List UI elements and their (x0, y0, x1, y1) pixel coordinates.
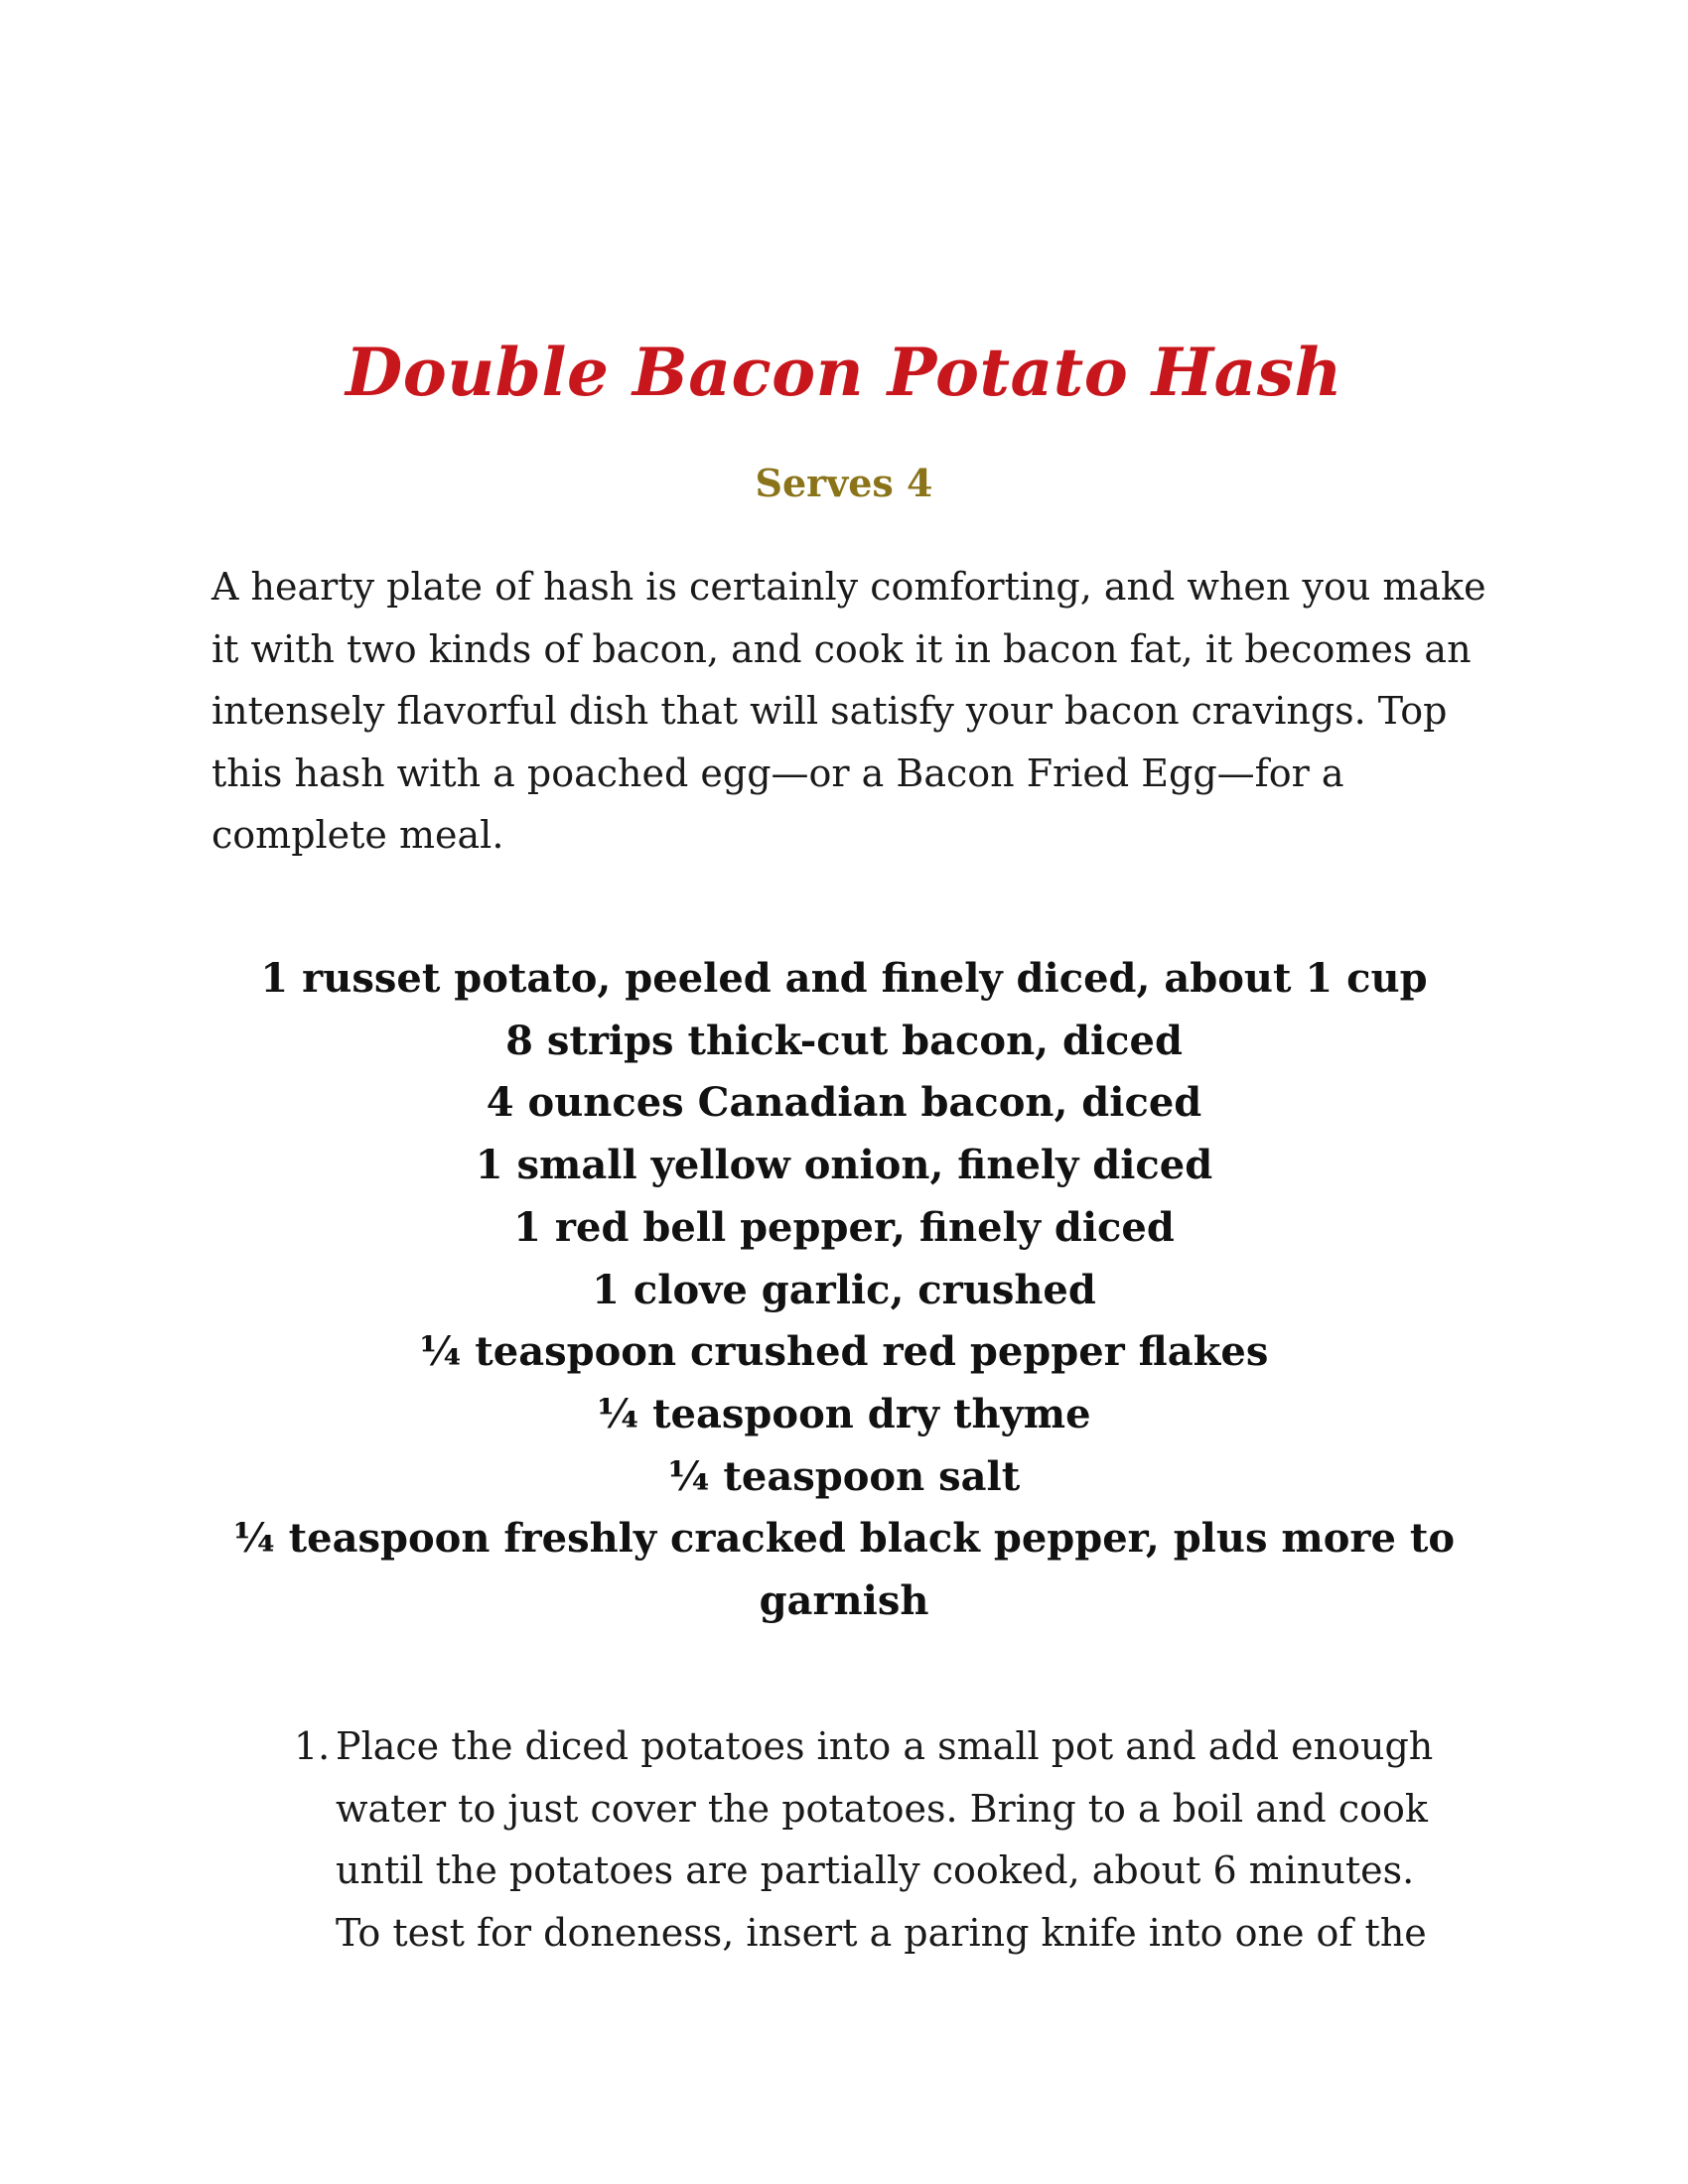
ingredient-item: ¼ teaspoon crushed red pepper flakes (419, 1328, 1269, 1376)
instruction-list (294, 1715, 1446, 1964)
recipe-title: Double Bacon Potato Hash (345, 334, 1343, 411)
ingredient-item: 4 ounces Canadian bacon, diced (486, 1079, 1202, 1127)
instruction-step (294, 1715, 1446, 1964)
ingredient-item: ¼ teaspoon freshly cracked black pepper, plus more to garnish (233, 1515, 1455, 1625)
ingredient-item: 8 strips thick-cut bacon, diced (505, 1017, 1183, 1064)
step-text: Place the diced potatoes into a small pot and add enough water to just cover the potatoes. Bring to a boil and cook until the potatoes are partially cooked, about 6 minutes. To test for doneness, insert a paring knife into one of the (336, 1724, 1434, 1955)
ingredient-item: 1 clove garlic, crushed (592, 1266, 1096, 1313)
recipe-intro: A hearty plate of hash is certainly comforting, and when you make it with two kinds of bacon, and cook it in bacon fat, it becomes an intensely flavorful dish that will satisfy your bacon cravings. Top this hash with a poached egg—or a Bacon Fried Egg—for a complete meal. (211, 565, 1486, 857)
ingredient-item: ¼ teaspoon salt (667, 1452, 1021, 1500)
ingredient-item: 1 russet potato, peeled and finely diced, about 1 cup (260, 955, 1428, 1002)
ingredient-item: 1 red bell pepper, finely diced (513, 1203, 1175, 1251)
servings-label: Serves 4 (755, 461, 933, 505)
ingredient-item: ¼ teaspoon dry thyme (597, 1390, 1091, 1437)
ingredient-list (211, 948, 1477, 1633)
ingredient-item: 1 small yellow onion, finely diced (475, 1142, 1213, 1189)
step-number: 1. (294, 1724, 331, 1768)
